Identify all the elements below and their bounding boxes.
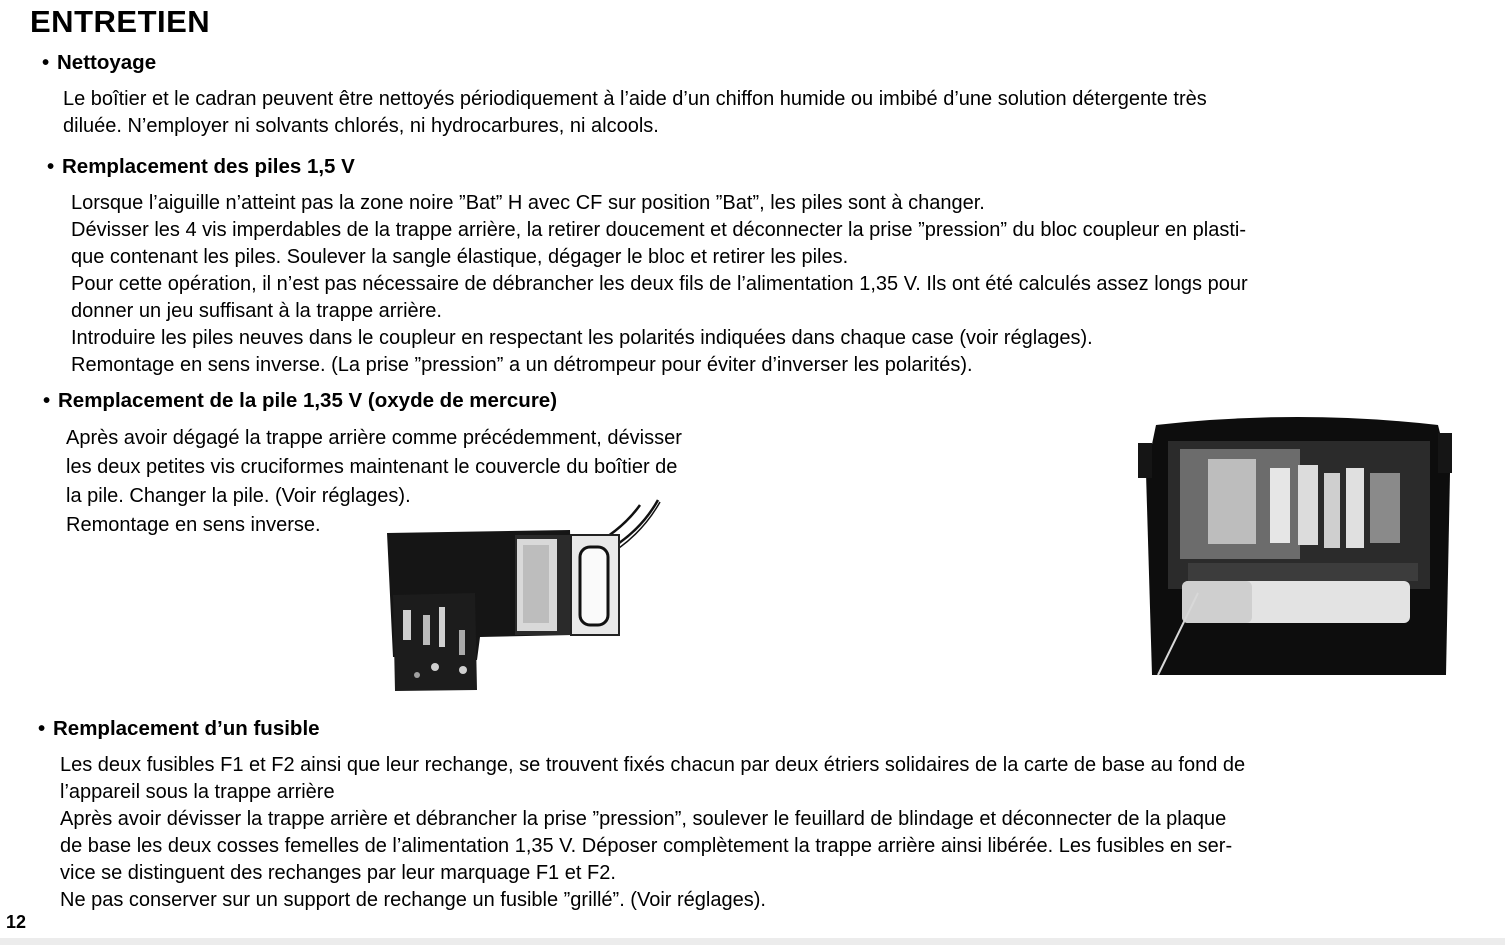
section-heading-fusible: • Remplacement d’un fusible xyxy=(38,717,320,740)
page-number: 12 xyxy=(6,912,27,932)
text-line: Pour cette opération, il n’est pas nécessaire de débrancher les deux fils de l’alimentation 1,35 V. Ils ont été calculés assez longs pour xyxy=(71,273,1248,295)
text-line: diluée. N’employer ni solvants chlorés, ni hydrocarbures, ni alcools. xyxy=(63,115,659,137)
text-line: Remontage en sens inverse. (La prise ”pression” a un détrompeur pour éviter d’inverser les polarités). xyxy=(71,354,973,376)
section-heading-piles-1-5v: • Remplacement des piles 1,5 V xyxy=(47,155,355,178)
battery-block-photo xyxy=(375,495,775,695)
text-line: de base les deux cosses femelles de l’alimentation 1,35 V. Déposer complètement la trappe arrière ainsi libérée. Les fusibles en ser- xyxy=(60,835,1233,857)
text-line: l’appareil sous la trappe arrière xyxy=(60,781,335,803)
section-body-fusible xyxy=(60,752,1245,914)
section-heading-nettoyage: • Nettoyage xyxy=(42,51,157,74)
section-body-nettoyage xyxy=(63,86,1207,140)
text-line: Après avoir dégagé la trappe arrière comme précédemment, dévisser xyxy=(66,427,682,449)
page-title: ENTRETIEN xyxy=(30,4,211,39)
text-line: Dévisser les 4 vis imperdables de la trappe arrière, la retirer doucement et déconnecter la prise ”pression” du bloc coupleur en plasti- xyxy=(71,219,1247,241)
text-line: les deux petites vis cruciformes maintenant le couvercle du boîtier de xyxy=(66,456,678,478)
text-line: Introduire les piles neuves dans le coupleur en respectant les polarités indiquées dans chaque case (voir réglages). xyxy=(71,327,1093,349)
text-line: Remontage en sens inverse. xyxy=(66,514,321,536)
text-line: que contenant les piles. Soulever la sangle élastique, dégager le bloc et retirer les piles. xyxy=(71,246,849,268)
text-line: Les deux fusibles F1 et F2 ainsi que leur rechange, se trouvent fixés chacun par deux étriers solidaires de la carte de base au fond de xyxy=(60,754,1246,776)
page-bottom-edge xyxy=(0,938,1505,945)
bullet: • xyxy=(47,155,55,178)
section-body-piles-1-5v xyxy=(71,190,1248,379)
text-line: la pile. Changer la pile. (Voir réglages). xyxy=(66,485,411,507)
bullet: • xyxy=(38,717,46,740)
text-line: Lorsque l’aiguille n’atteint pas la zone noire ”Bat” H avec CF sur position ”Bat”, les piles sont à changer. xyxy=(71,192,985,214)
text-line: Le boîtier et le cadran peuvent être nettoyés périodiquement à l’aide d’un chiffon humide ou imbibé d’une solution détergente très xyxy=(63,88,1207,110)
text-line: donner un jeu suffisant à la trappe arrière. xyxy=(71,300,442,322)
text-line: vice se distinguent des rechanges par leur marquage F1 et F2. xyxy=(60,862,616,884)
text-line: Après avoir dévisser la trappe arrière et débrancher la prise ”pression”, soulever le feuillard de blindage et déconnecter de la plaque xyxy=(60,808,1227,830)
bullet: • xyxy=(43,389,51,412)
device-interior-photo xyxy=(1138,413,1460,683)
text-line: Ne pas conserver sur un support de rechange un fusible ”grillé”. (Voir réglages). xyxy=(60,889,766,911)
bullet: • xyxy=(42,51,50,74)
section-heading-pile-1-35v: • Remplacement de la pile 1,35 V (oxyde de mercure) xyxy=(43,389,558,412)
